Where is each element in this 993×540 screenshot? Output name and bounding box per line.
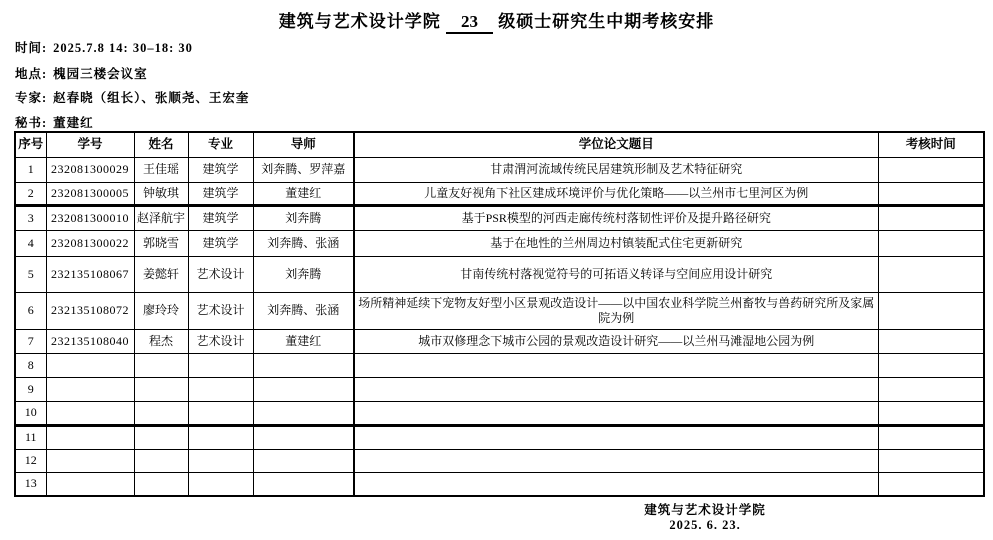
cell-name: 廖玲玲 <box>134 292 188 329</box>
cell-major <box>188 425 253 449</box>
cell-major: 建筑学 <box>188 157 253 182</box>
cell-time <box>878 256 984 292</box>
cell-no: 8 <box>15 353 46 377</box>
cell-student-id: 232081300029 <box>46 157 134 182</box>
info-secretary <box>15 113 94 131</box>
cell-major: 艺术设计 <box>188 329 253 353</box>
page-title-prefix: 建筑与艺术设计学院 <box>278 12 441 31</box>
cell-major <box>188 449 253 472</box>
cell-thesis: 基于在地性的兰州周边村镇装配式住宅更新研究 <box>354 230 878 256</box>
cell-student-id <box>46 377 134 401</box>
cell-major <box>188 401 253 425</box>
cell-time <box>878 401 984 425</box>
footer-college: 建筑与艺术设计学院 <box>644 503 766 517</box>
cell-student-id: 232081300005 <box>46 182 134 205</box>
secretary-value: 董建红 <box>53 116 94 130</box>
cell-no: 13 <box>15 472 46 496</box>
cell-name <box>134 425 188 449</box>
time-value: 2025.7.8 14: 30–18: 30 <box>53 41 193 55</box>
cell-no: 9 <box>15 377 46 401</box>
cell-advisor <box>253 472 354 496</box>
cell-thesis <box>354 377 878 401</box>
footer-date: 2025. 6. 23. <box>669 518 741 532</box>
table-row <box>15 230 984 256</box>
header-thesis: 学位论文题目 <box>354 132 878 157</box>
cell-student-id: 232081300010 <box>46 205 134 230</box>
table-row <box>15 401 984 425</box>
cell-advisor <box>253 425 354 449</box>
experts-value: 赵春晓（组长）、张顺尧、王宏奎 <box>53 91 250 105</box>
cell-no: 4 <box>15 230 46 256</box>
cell-no: 12 <box>15 449 46 472</box>
cell-student-id <box>46 353 134 377</box>
header-advisor: 导师 <box>253 132 354 157</box>
info-time <box>15 38 193 56</box>
cell-advisor: 董建红 <box>253 329 354 353</box>
table-row <box>15 182 984 205</box>
cell-advisor <box>253 353 354 377</box>
cell-thesis: 场所精神延续下宠物友好型小区景观改造设计——以中国农业科学院兰州畜牧与兽药研究所及家属院为例 <box>354 292 878 329</box>
cell-time <box>878 230 984 256</box>
cell-name: 钟敏琪 <box>134 182 188 205</box>
cell-thesis: 基于PSR模型的河西走廊传统村落韧性评价及提升路径研究 <box>354 205 878 230</box>
cell-thesis: 甘南传统村落视觉符号的可拓语义转译与空间应用设计研究 <box>354 256 878 292</box>
cell-thesis: 儿童友好视角下社区建成环境评价与优化策略——以兰州市七里河区为例 <box>354 182 878 205</box>
info-experts <box>15 88 249 106</box>
cell-student-id: 232135108067 <box>46 256 134 292</box>
header-name: 姓名 <box>134 132 188 157</box>
cell-time <box>878 377 984 401</box>
cell-major <box>188 353 253 377</box>
table-row <box>15 256 984 292</box>
page-title-suffix: 级硕士研究生中期考核安排 <box>498 12 715 31</box>
cell-advisor: 董建红 <box>253 182 354 205</box>
cell-thesis <box>354 401 878 425</box>
cell-student-id <box>46 449 134 472</box>
cell-student-id: 232135108040 <box>46 329 134 353</box>
table-row <box>15 472 984 496</box>
cell-student-id <box>46 425 134 449</box>
assessment-schedule-table <box>14 131 985 497</box>
table-row <box>15 425 984 449</box>
cell-student-id <box>46 401 134 425</box>
cell-major: 建筑学 <box>188 230 253 256</box>
cell-no: 10 <box>15 401 46 425</box>
cell-major: 建筑学 <box>188 182 253 205</box>
table-row <box>15 353 984 377</box>
table-row <box>15 329 984 353</box>
cell-student-id <box>46 472 134 496</box>
cell-time <box>878 329 984 353</box>
cell-no: 3 <box>15 205 46 230</box>
cell-name: 姜懿轩 <box>134 256 188 292</box>
cell-major: 建筑学 <box>188 205 253 230</box>
header-major: 专业 <box>188 132 253 157</box>
cell-student-id: 232135108072 <box>46 292 134 329</box>
cell-name <box>134 472 188 496</box>
table-row <box>15 157 984 182</box>
cell-no: 1 <box>15 157 46 182</box>
footer <box>600 503 810 533</box>
cell-name <box>134 353 188 377</box>
table-header-row <box>15 132 984 157</box>
header-student-id: 学号 <box>46 132 134 157</box>
page-title-grade: 23 <box>446 12 493 34</box>
cell-name: 王佳瑶 <box>134 157 188 182</box>
cell-name: 郭晓雪 <box>134 230 188 256</box>
time-label: 时间: <box>15 41 48 55</box>
table-row <box>15 377 984 401</box>
cell-advisor: 刘奔腾、张涵 <box>253 230 354 256</box>
cell-advisor <box>253 377 354 401</box>
cell-time <box>878 425 984 449</box>
cell-major <box>188 472 253 496</box>
cell-no: 11 <box>15 425 46 449</box>
cell-advisor <box>253 401 354 425</box>
cell-time <box>878 205 984 230</box>
cell-thesis <box>354 353 878 377</box>
cell-major <box>188 377 253 401</box>
experts-label: 专家: <box>15 91 48 105</box>
info-place <box>15 64 148 82</box>
cell-no: 5 <box>15 256 46 292</box>
table-row <box>15 205 984 230</box>
cell-no: 6 <box>15 292 46 329</box>
cell-name <box>134 449 188 472</box>
cell-time <box>878 292 984 329</box>
header-time: 考核时间 <box>878 132 984 157</box>
cell-name <box>134 377 188 401</box>
cell-thesis <box>354 425 878 449</box>
cell-advisor: 刘奔腾、张涵 <box>253 292 354 329</box>
cell-advisor: 刘奔腾、罗萍嘉 <box>253 157 354 182</box>
cell-no: 2 <box>15 182 46 205</box>
cell-major: 艺术设计 <box>188 256 253 292</box>
cell-thesis <box>354 449 878 472</box>
secretary-label: 秘书: <box>15 116 48 130</box>
table-row <box>15 449 984 472</box>
cell-thesis <box>354 472 878 496</box>
cell-no: 7 <box>15 329 46 353</box>
header-no: 序号 <box>15 132 46 157</box>
cell-advisor: 刘奔腾 <box>253 205 354 230</box>
cell-student-id: 232081300022 <box>46 230 134 256</box>
cell-time <box>878 353 984 377</box>
cell-name: 程杰 <box>134 329 188 353</box>
cell-name <box>134 401 188 425</box>
cell-advisor <box>253 449 354 472</box>
place-label: 地点: <box>15 67 48 81</box>
table-row <box>15 292 984 329</box>
cell-advisor: 刘奔腾 <box>253 256 354 292</box>
cell-time <box>878 472 984 496</box>
cell-time <box>878 157 984 182</box>
page-title <box>0 7 993 34</box>
cell-thesis: 甘肃渭河流域传统民居建筑形制及艺术特征研究 <box>354 157 878 182</box>
cell-time <box>878 182 984 205</box>
cell-major: 艺术设计 <box>188 292 253 329</box>
cell-time <box>878 449 984 472</box>
cell-name: 赵泽航宇 <box>134 205 188 230</box>
cell-thesis: 城市双修理念下城市公园的景观改造设计研究——以兰州马滩湿地公园为例 <box>354 329 878 353</box>
place-value: 槐园三楼会议室 <box>53 67 148 81</box>
